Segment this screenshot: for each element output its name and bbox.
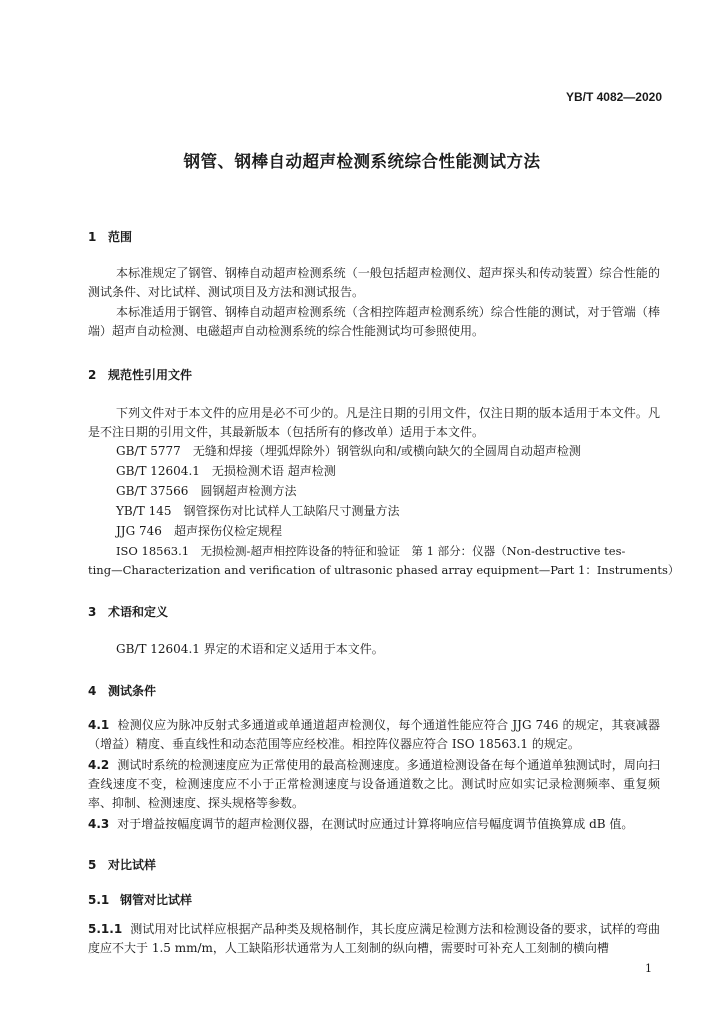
reference-title: 无缝和焊接（埋弧焊除外）钢管纵向和/或横向缺欠的全圆周自动超声检测	[192, 444, 581, 458]
clause-text: 对于增益按幅度调节的超声检测仪器，在测试时应通过计算将响应信号幅度调节值换算成 dB 值。	[117, 817, 634, 831]
reference-code: YB/T 145	[116, 504, 172, 518]
section-heading-test-conditions	[88, 682, 156, 699]
page-number: 1	[645, 962, 652, 975]
reference-code: GB/T 5777	[116, 444, 181, 458]
subsection-heading-tube-specimen	[88, 891, 192, 908]
section-number: 4	[88, 684, 97, 698]
clause-5-1-1	[88, 920, 660, 958]
clause-number: 5.1.1	[88, 922, 123, 936]
subsection-title: 钢管对比试样	[120, 893, 193, 907]
standard-code: YB/T 4082—2020	[565, 90, 662, 104]
terms-paragraph: GB/T 12604.1 界定的术语和定义适用于本文件。	[116, 642, 384, 656]
clause-text: 检测仪应为脉冲反射式多通道或单通道超声检测仪，每个通道性能应符合 JJG 746 的规定，其衰减器（增益）精度、垂直线性和动态范围等应经校准。相控阵仪器应符合 ISO 18563.1 的规定。	[88, 718, 660, 752]
clause-4-1	[88, 716, 660, 754]
reference-title: 超声探伤仪检定规程	[173, 524, 282, 538]
section-heading-terms	[88, 603, 168, 620]
section-title: 范围	[108, 230, 133, 244]
section-heading-scope	[88, 228, 132, 245]
section-title: 测试条件	[108, 684, 157, 698]
reference-code: GB/T 12604.1	[116, 464, 200, 478]
subsection-number: 5.1	[88, 893, 110, 907]
clause-number: 4.3	[88, 817, 110, 831]
section-number: 3	[88, 605, 97, 619]
section-heading-normative-references	[88, 366, 192, 383]
clause-text: 测试时系统的检测速度应为正常使用的最高检测速度。多通道检测设备在每个通道单独测试时，周向扫查线速度不变，检测速度应不小于正常检测速度与设备通道数之比。测试时应如实记录检测频率、重复频率、抑制、检测速度、探头规格等参数。	[88, 758, 660, 811]
reference-code: GB/T 37566	[116, 484, 189, 498]
references-intro: 下列文件对于本文件的应用是必不可少的。凡是注日期的引用文件，仅注日期的版本适用于本文件。凡是不注日期的引用文件，其最新版本（包括所有的修改单）适用于本文件。	[88, 406, 660, 440]
reference-title: 钢管探伤对比试样人工缺陷尺寸测量方法	[183, 504, 400, 518]
clause-number: 4.1	[88, 718, 110, 732]
reference-iso-line-2: ting—Characterization and verification of ultrasonic phased array equipment—Part 1：Instruments）	[88, 563, 680, 577]
section-title: 术语和定义	[108, 605, 169, 619]
reference-item	[116, 522, 282, 541]
section-title: 对比试样	[108, 858, 157, 872]
reference-item	[116, 482, 296, 501]
reference-code: JJG 746	[116, 524, 162, 538]
reference-item	[116, 442, 581, 461]
section-heading-reference-specimens	[88, 856, 156, 873]
scope-paragraph-2: 本标准适用于钢管、钢棒自动超声检测系统（含相控阵超声检测系统）综合性能的测试，对于管端（棒端）超声自动检测、电磁超声自动检测系统的综合性能测试均可参照使用。	[88, 305, 660, 339]
reference-item	[116, 462, 336, 481]
section-number: 2	[88, 368, 97, 382]
reference-item	[116, 502, 400, 521]
section-number: 1	[88, 230, 97, 244]
section-number: 5	[88, 858, 97, 872]
reference-iso-line-1: ISO 18563.1 无损检测-超声相控阵设备的特征和验证 第 1 部分：仪器（Non-destructive tes-	[116, 544, 626, 558]
clause-number: 4.2	[88, 758, 110, 772]
section-title: 规范性引用文件	[108, 368, 193, 382]
reference-title: 无损检测术语 超声检测	[211, 464, 336, 478]
clause-text: 测试用对比试样应根据产品种类及规格制作，其长度应满足检测方法和检测设备的要求，试样的弯曲度应不大于 1.5 mm/m，人工缺陷形状通常为人工刻制的纵向槽，需要时可补充人工刻制的横向槽	[88, 922, 660, 956]
clause-4-3	[88, 815, 660, 834]
reference-title: 圆钢超声检测方法	[200, 484, 297, 498]
document-title: 钢管、钢棒自动超声检测系统综合性能测试方法	[183, 152, 541, 171]
scope-paragraph-1: 本标准规定了钢管、钢棒自动超声检测系统（一般包括超声检测仪、超声探头和传动装置）综合性能的测试条件、对比试样、测试项目及方法和测试报告。	[88, 266, 660, 300]
clause-4-2	[88, 756, 660, 814]
